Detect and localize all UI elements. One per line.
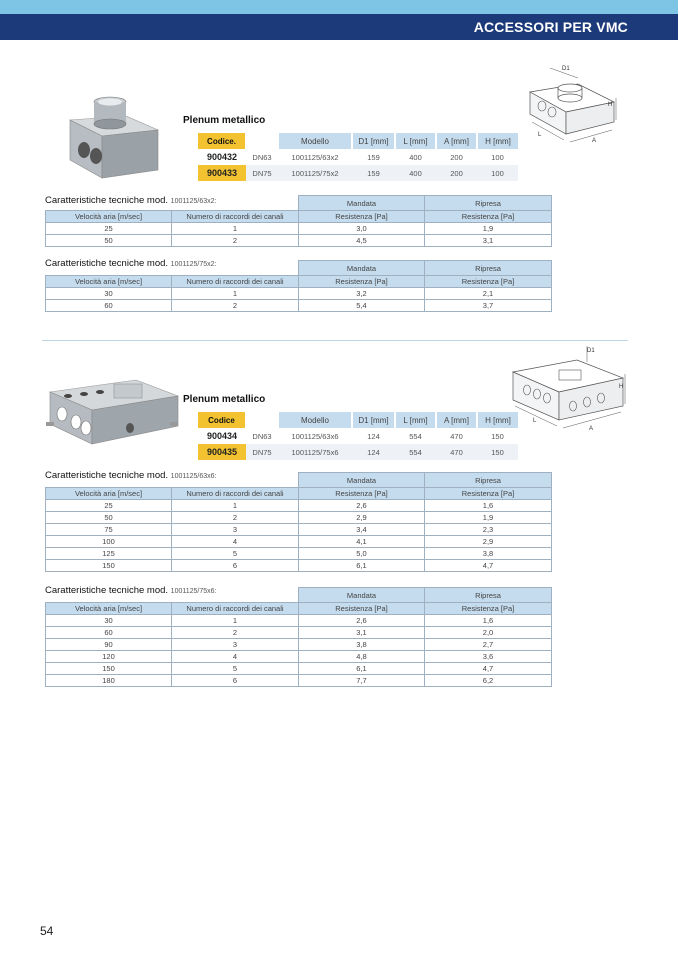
header-modello: Modello (278, 133, 352, 149)
table-cell: 75 (46, 524, 172, 536)
cell-h: 100 (491, 152, 504, 162)
table-cell: 3,1 (425, 235, 552, 247)
table-cell: 60 (46, 627, 172, 639)
spec-model: 1001125/63x6: (170, 473, 217, 480)
table-row (46, 223, 552, 235)
table-cell: 4 (172, 536, 299, 548)
table-cell: 3,1 (299, 627, 425, 639)
code-table-header (198, 412, 518, 428)
table-cell: 5 (172, 548, 299, 560)
cell-d1: 124 (367, 431, 380, 441)
cell-l: 400 (409, 152, 422, 162)
group-mandata: Mandata (299, 196, 425, 211)
cell-l: 400 (395, 165, 436, 181)
page-number: 54 (40, 924, 54, 938)
spec-table (45, 587, 552, 687)
spec-title-text: Caratteristiche tecniche mod. (45, 585, 169, 596)
col-resistenza-mandata: Resistenza [Pa] (299, 276, 425, 288)
header-h: H [mm] (477, 133, 518, 149)
code-table-header (198, 133, 518, 149)
group-ripresa: Ripresa (425, 196, 552, 211)
table-header-row (46, 603, 552, 615)
table-row (46, 524, 552, 536)
diagram-label-a: A (589, 426, 594, 432)
table-cell: 6 (172, 560, 299, 572)
table-cell: 1,9 (425, 512, 552, 524)
col-resistenza-ripresa: Resistenza [Pa] (425, 488, 552, 500)
table-cell: 1 (172, 500, 299, 512)
table-cell: 2 (172, 512, 299, 524)
header-d1: D1 [mm] (352, 133, 395, 149)
table-cell: 1,9 (425, 223, 552, 235)
group-ripresa: Ripresa (425, 261, 552, 276)
table-cell: 4,5 (299, 235, 425, 247)
table-row (46, 536, 552, 548)
table-row (46, 639, 552, 651)
table-cell: 90 (46, 639, 172, 651)
table-cell: 5,4 (299, 300, 425, 312)
header-dn (246, 133, 278, 149)
col-velocita: Velocità aria [m/sec] (46, 603, 172, 615)
cell-a: 200 (450, 152, 463, 162)
header-codice: Codice. (198, 133, 246, 149)
table-cell: 7,7 (299, 675, 425, 687)
table-cell: 1,6 (425, 615, 552, 627)
header-dn (246, 412, 278, 428)
table-row (46, 300, 552, 312)
table-header-row (46, 488, 552, 500)
table-cell: 50 (46, 235, 172, 247)
table-header-row (46, 261, 552, 276)
table-row (46, 512, 552, 524)
table-cell: 6,2 (425, 675, 552, 687)
table-cell: 1 (172, 223, 299, 235)
col-resistenza-ripresa: Resistenza [Pa] (425, 603, 552, 615)
header-h: H [mm] (477, 412, 518, 428)
table-cell: 30 (46, 288, 172, 300)
col-raccordi: Numero di raccordi dei canali (172, 211, 299, 223)
col-resistenza-mandata: Resistenza [Pa] (299, 603, 425, 615)
spec-table (45, 195, 552, 247)
header-a: A [mm] (436, 412, 477, 428)
table-cell: 6,1 (299, 663, 425, 675)
group-mandata: Mandata (299, 588, 425, 603)
cell-d1: 159 (367, 152, 380, 162)
cell-d1: 159 (352, 165, 395, 181)
table-row (46, 288, 552, 300)
table-cell: 5 (172, 663, 299, 675)
col-raccordi: Numero di raccordi dei canali (172, 488, 299, 500)
cell-model: 1001125/63x2 (291, 152, 339, 162)
cell-model: 1001125/75x6 (278, 444, 352, 460)
cell-dn: DN75 (246, 444, 278, 460)
table-cell: 2,9 (425, 536, 552, 548)
table-header-row (46, 473, 552, 488)
table-row (46, 663, 552, 675)
table-cell: 4,7 (425, 560, 552, 572)
code-row (198, 165, 518, 181)
table-cell: 120 (46, 651, 172, 663)
table-cell: 2,6 (299, 615, 425, 627)
header-a: A [mm] (436, 133, 477, 149)
cell-l: 554 (409, 431, 422, 441)
table-cell: 1 (172, 615, 299, 627)
table-cell: 3,0 (299, 223, 425, 235)
table-cell: 25 (46, 500, 172, 512)
table-header-row (46, 196, 552, 211)
table-cell: 4,7 (425, 663, 552, 675)
cell-h: 150 (477, 444, 518, 460)
table-cell: 2,3 (425, 524, 552, 536)
table-cell: 2,0 (425, 627, 552, 639)
table-cell: 3 (172, 524, 299, 536)
group-mandata: Mandata (299, 473, 425, 488)
cell-h: 150 (491, 431, 504, 441)
plenum-large-diagram (505, 342, 630, 437)
cell-h: 100 (477, 165, 518, 181)
table-row (46, 500, 552, 512)
table-cell: 2,9 (299, 512, 425, 524)
table-row (46, 615, 552, 627)
product-code-table (198, 412, 518, 460)
cell-dn: DN75 (246, 165, 278, 181)
table-cell: 150 (46, 663, 172, 675)
section-title: ACCESSORI PER VMC (473, 19, 628, 35)
header-l: L [mm] (395, 133, 436, 149)
cell-model: 1001125/75x2 (278, 165, 352, 181)
diagram-label-h: H (608, 102, 613, 108)
group-ripresa: Ripresa (425, 588, 552, 603)
table-cell: 4 (172, 651, 299, 663)
spec-model: 1001125/75x6: (170, 588, 217, 595)
col-velocita: Velocità aria [m/sec] (46, 211, 172, 223)
plenum-small-diagram (520, 62, 620, 152)
cell-dn: DN63 (252, 431, 272, 441)
table-cell: 2 (172, 235, 299, 247)
group-ripresa: Ripresa (425, 473, 552, 488)
plenum-small-image (62, 92, 162, 182)
product-code: 900433 (198, 165, 246, 181)
table-cell: 4,1 (299, 536, 425, 548)
diagram-label-l: L (538, 132, 542, 138)
col-resistenza-mandata: Resistenza [Pa] (299, 211, 425, 223)
table-cell: 5,0 (299, 548, 425, 560)
col-resistenza-mandata: Resistenza [Pa] (299, 488, 425, 500)
code-row (198, 444, 518, 460)
product-code: 900432 (206, 152, 238, 162)
diagram-label-l: L (533, 418, 537, 424)
col-raccordi: Numero di raccordi dei canali (172, 603, 299, 615)
table-row (46, 627, 552, 639)
table-cell: 1 (172, 288, 299, 300)
table-cell: 6 (172, 675, 299, 687)
table-header-row (46, 276, 552, 288)
table-header-row (46, 588, 552, 603)
col-velocita: Velocità aria [m/sec] (46, 276, 172, 288)
table-row (46, 560, 552, 572)
table-cell: 2,1 (425, 288, 552, 300)
group-mandata: Mandata (299, 261, 425, 276)
product-code-table (198, 133, 518, 181)
spec-table (45, 260, 552, 312)
table-cell: 150 (46, 560, 172, 572)
cell-d1: 124 (352, 444, 395, 460)
product-code: 900434 (206, 431, 238, 441)
table-cell: 3,4 (299, 524, 425, 536)
table-cell: 50 (46, 512, 172, 524)
table-cell: 3,8 (299, 639, 425, 651)
table-cell: 3 (172, 639, 299, 651)
table-cell: 125 (46, 548, 172, 560)
table-cell: 2,6 (299, 500, 425, 512)
code-row (198, 149, 518, 165)
table-cell: 3,7 (425, 300, 552, 312)
table-header-row (46, 211, 552, 223)
col-raccordi: Numero di raccordi dei canali (172, 276, 299, 288)
spec-title-text: Caratteristiche tecniche mod. (45, 470, 169, 481)
table-cell: 4,8 (299, 651, 425, 663)
table-cell: 3,6 (425, 651, 552, 663)
header-l: L [mm] (395, 412, 436, 428)
section-divider (42, 340, 628, 341)
header-accent-bar (0, 0, 678, 14)
table-cell: 6,1 (299, 560, 425, 572)
diagram-label-d1: D1 (562, 66, 570, 72)
header-codice: Codice (198, 412, 246, 428)
table-cell: 3,8 (425, 548, 552, 560)
spec-title-text: Caratteristiche tecniche mod. (45, 258, 169, 269)
diagram-label-a: A (592, 138, 597, 144)
table-row (46, 675, 552, 687)
col-resistenza-ripresa: Resistenza [Pa] (425, 211, 552, 223)
table-cell: 2 (172, 300, 299, 312)
cell-a: 200 (436, 165, 477, 181)
table-row (46, 651, 552, 663)
spec-title-text: Caratteristiche tecniche mod. (45, 195, 169, 206)
product-title: Plenum metallico (183, 394, 266, 405)
header-modello: Modello (278, 412, 352, 428)
cell-a: 470 (436, 444, 477, 460)
cell-dn: DN63 (252, 152, 272, 162)
plenum-large-image (44, 370, 184, 450)
table-cell: 100 (46, 536, 172, 548)
table-row (46, 235, 552, 247)
table-cell: 2,7 (425, 639, 552, 651)
table-cell: 25 (46, 223, 172, 235)
table-cell: 60 (46, 300, 172, 312)
header-d1: D1 [mm] (352, 412, 395, 428)
table-cell: 3,2 (299, 288, 425, 300)
table-row (46, 548, 552, 560)
diagram-label-h: H (619, 384, 624, 390)
code-row (198, 428, 518, 444)
table-cell: 2 (172, 627, 299, 639)
cell-a: 470 (450, 431, 463, 441)
col-resistenza-ripresa: Resistenza [Pa] (425, 276, 552, 288)
spec-model: 1001125/63x2: (170, 198, 217, 205)
col-velocita: Velocità aria [m/sec] (46, 488, 172, 500)
spec-table (45, 472, 552, 572)
product-code: 900435 (198, 444, 246, 460)
product-title: Plenum metallico (183, 115, 266, 126)
table-cell: 30 (46, 615, 172, 627)
table-cell: 1,6 (425, 500, 552, 512)
cell-l: 554 (395, 444, 436, 460)
cell-model: 1001125/63x6 (291, 431, 339, 441)
diagram-label-d1: D1 (587, 348, 595, 354)
table-cell: 180 (46, 675, 172, 687)
spec-model: 1001125/75x2: (170, 261, 217, 268)
